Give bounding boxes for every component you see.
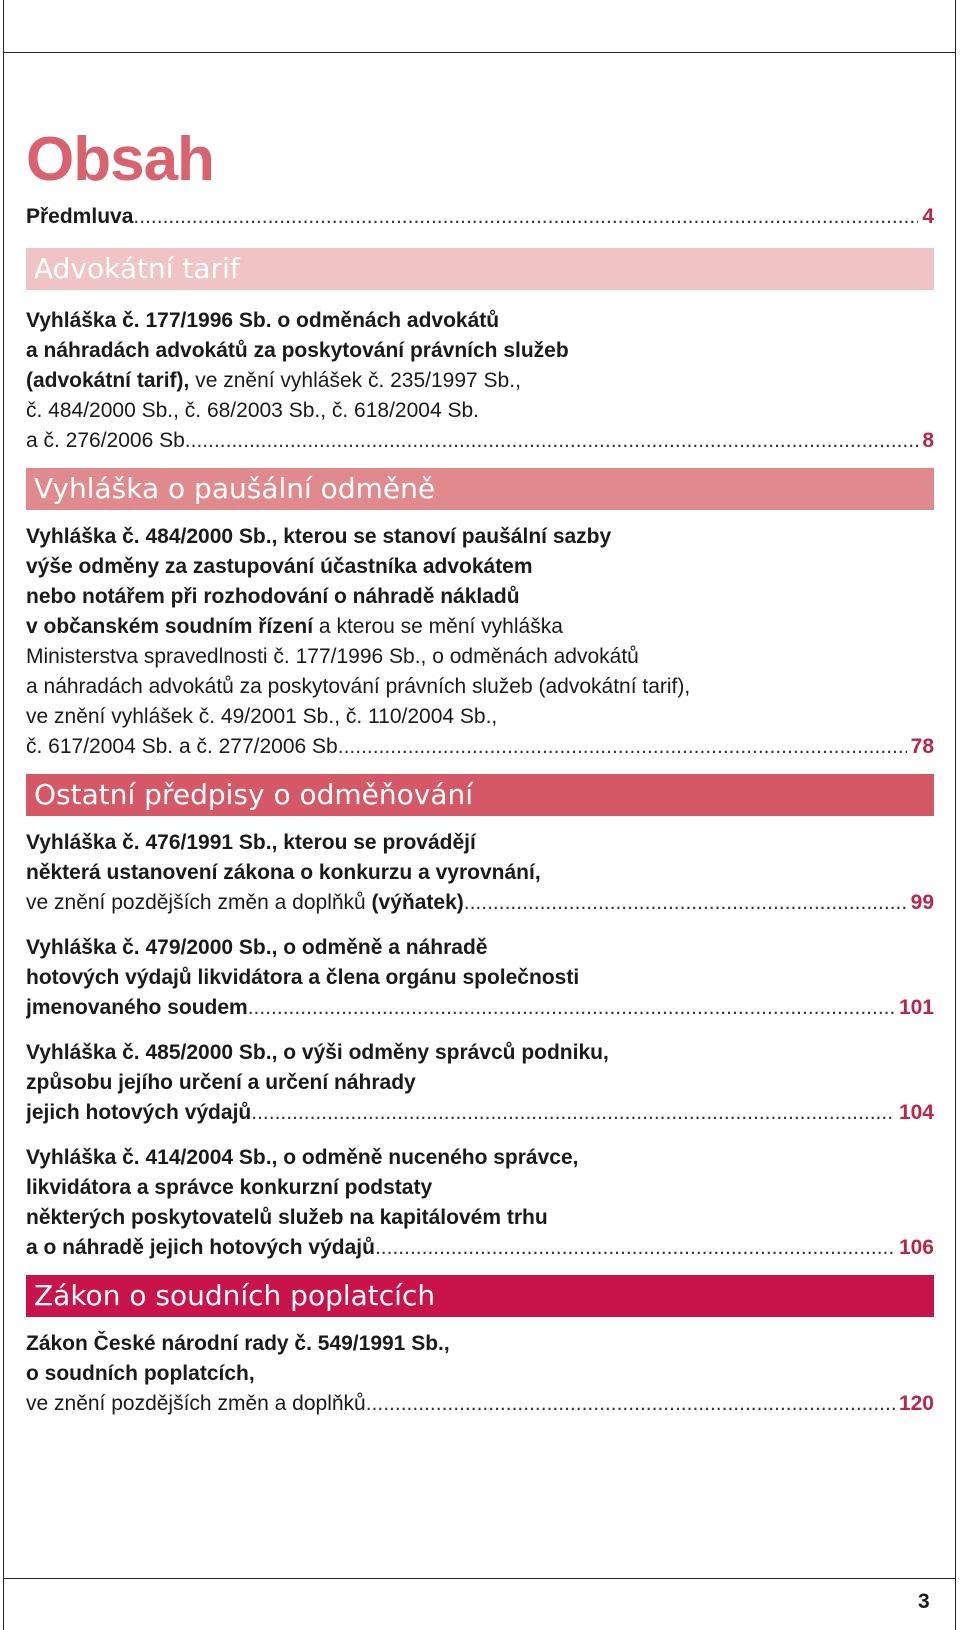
toc-entry-text: ve znění pozdějších změn a doplňků bbox=[26, 1392, 366, 1415]
toc-entry-text: Vyhláška č. 485/2000 Sb. bbox=[26, 1041, 272, 1064]
toc-entry-line bbox=[26, 396, 934, 426]
toc-entry-text: , o výši odměny správců podniku, bbox=[271, 1041, 609, 1064]
toc-entry-text: likvidátora a správce konkurzní podstaty bbox=[26, 1176, 433, 1199]
toc-entry[interactable] bbox=[26, 828, 934, 918]
page-title: Obsah bbox=[26, 125, 214, 194]
toc-entry[interactable] bbox=[26, 1143, 934, 1263]
toc-entry-text: výše odměny za zastupování účastníka advokátem bbox=[26, 555, 533, 578]
page-frame-left bbox=[3, 0, 4, 1630]
toc-entry-text: Ministerstva spravedlnosti č. 177/1996 Sb., o odměnách advokátů bbox=[26, 645, 639, 668]
dot-leader bbox=[248, 993, 895, 1023]
toc-page-number: 106 bbox=[898, 1236, 934, 1259]
section-heading: Advokátní tarif bbox=[26, 248, 934, 290]
toc-page-number: 4 bbox=[922, 205, 934, 228]
toc-entry-last-line bbox=[26, 732, 934, 762]
toc-page-number: 120 bbox=[898, 1392, 934, 1415]
toc-entry-text: některá ustanovení zákona o konkurzu a vyrovnání, bbox=[26, 861, 541, 884]
toc-entry-line bbox=[26, 582, 934, 612]
toc-page-number: 78 bbox=[910, 735, 934, 758]
dot-leader bbox=[251, 1098, 895, 1128]
toc-entry-text: o soudních poplatcích, bbox=[26, 1362, 255, 1385]
toc-entry-line bbox=[26, 933, 934, 963]
toc-entry-line bbox=[26, 1143, 934, 1173]
toc-entry-text: jmenovaného soudem bbox=[26, 996, 248, 1019]
toc-entry-text: a náhradách advokátů za poskytování právních služeb (advokátní tarif), bbox=[26, 675, 691, 698]
toc-entry-text: a č. 276/2006 Sb bbox=[26, 429, 185, 452]
toc-entry-text: ve znění vyhlášek č. 235/1997 Sb., bbox=[189, 369, 521, 392]
dot-leader bbox=[133, 202, 918, 232]
toc-entry-text: a kterou se mění vyhláška bbox=[313, 615, 563, 638]
toc-entry-label bbox=[26, 1389, 366, 1419]
toc-entry-line bbox=[26, 612, 934, 642]
toc-entry-last-line bbox=[26, 993, 934, 1023]
toc-entry-text: a o náhradě jejich hotových výdajů bbox=[26, 1236, 375, 1259]
toc-entry-label bbox=[26, 1098, 251, 1128]
toc-entry-text: Vyhláška č. 476/1991 Sb. bbox=[26, 831, 272, 854]
toc-entry-label bbox=[26, 888, 464, 918]
toc-entry-label bbox=[26, 1233, 375, 1263]
toc-entry-line bbox=[26, 1038, 934, 1068]
toc-entry-line bbox=[26, 702, 934, 732]
toc-page-number: 8 bbox=[922, 429, 934, 452]
toc-entry-line bbox=[26, 1203, 934, 1233]
toc-entry-line bbox=[26, 522, 934, 552]
dot-leader bbox=[375, 1233, 895, 1263]
section-heading: Ostatní předpisy o odměňování bbox=[26, 774, 934, 816]
toc-entry-label bbox=[26, 732, 338, 762]
toc-entry[interactable] bbox=[26, 1038, 934, 1128]
toc-entry-line bbox=[26, 336, 934, 366]
toc-entry-last-line bbox=[26, 1389, 934, 1419]
toc-entry-text: Vyhláška č. 479/2000 Sb. bbox=[26, 936, 272, 959]
toc-entry-text: č. 484/2000 Sb., č. 68/2003 Sb., č. 618/2004 Sb. bbox=[26, 399, 479, 422]
toc-content bbox=[26, 120, 934, 1419]
toc-entry-text: , o odměně a náhradě bbox=[271, 936, 488, 959]
toc-entry[interactable] bbox=[26, 306, 934, 456]
toc-entry-text: ve znění pozdějších změn a doplňků bbox=[26, 891, 372, 914]
toc-entry-last-line bbox=[26, 1098, 934, 1128]
page-frame-right bbox=[955, 0, 956, 1630]
page-frame-top bbox=[3, 52, 956, 53]
toc-page-number: 104 bbox=[898, 1101, 934, 1124]
toc-page-number: 101 bbox=[898, 996, 934, 1019]
toc-entry-text: jejich hotových výdajů bbox=[26, 1101, 252, 1124]
section-heading: Zákon o soudních poplatcích bbox=[26, 1275, 934, 1317]
toc-entry-line bbox=[26, 552, 934, 582]
toc-entry-label: Předmluva bbox=[26, 205, 134, 228]
toc-sections bbox=[26, 248, 934, 1419]
dot-leader bbox=[185, 426, 919, 456]
page-frame-bottom bbox=[3, 1578, 956, 1579]
toc-entry-text: některých poskytovatelů služeb na kapitálovém trhu bbox=[26, 1206, 548, 1229]
toc-entry-label bbox=[26, 993, 248, 1023]
toc-entry-line bbox=[26, 963, 934, 993]
toc-entry-line bbox=[26, 672, 934, 702]
toc-entry-text: č. 617/2004 Sb. a č. 277/2006 Sb bbox=[26, 735, 338, 758]
toc-entry[interactable] bbox=[26, 933, 934, 1023]
toc-entry-line bbox=[26, 366, 934, 396]
toc-entry-text: (výňatek) bbox=[371, 891, 464, 914]
toc-entry-text: Vyhláška č. 484/2000 Sb. bbox=[26, 525, 272, 548]
toc-entry-preface[interactable] bbox=[26, 202, 934, 232]
toc-entry-text: (advokátní tarif), bbox=[26, 369, 190, 392]
toc-entry-last-line bbox=[26, 426, 934, 456]
toc-entry-line bbox=[26, 1359, 934, 1389]
toc-entry-text: , kterou se provádějí bbox=[271, 831, 476, 854]
toc-entry-last-line bbox=[26, 888, 934, 918]
toc-entry[interactable] bbox=[26, 522, 934, 762]
toc-entry-line bbox=[26, 642, 934, 672]
toc-entry[interactable] bbox=[26, 1329, 934, 1419]
toc-entry-line bbox=[26, 306, 934, 336]
toc-entry-text: Zákon České národní rady č. 549/1991 Sb., bbox=[26, 1332, 450, 1355]
dot-leader bbox=[366, 1389, 895, 1419]
toc-entry-line bbox=[26, 858, 934, 888]
toc-page-number: 99 bbox=[910, 891, 934, 914]
toc-entry-text: , o odměně nuceného správce, bbox=[271, 1146, 579, 1169]
toc-entry-line bbox=[26, 1329, 934, 1359]
toc-entry-line bbox=[26, 1173, 934, 1203]
page-number: 3 bbox=[918, 1590, 930, 1613]
toc-entry-text: způsobu jejího určení a určení náhrady bbox=[26, 1071, 416, 1094]
dot-leader bbox=[338, 732, 907, 762]
toc-entry-last-line bbox=[26, 1233, 934, 1263]
toc-entry-text: , kterou se stanoví paušální sazby bbox=[271, 525, 612, 548]
toc-entry-line bbox=[26, 1068, 934, 1098]
toc-entry-text: hotových výdajů likvidátora a člena orgánu společnosti bbox=[26, 966, 580, 989]
toc-entry-text: ve znění vyhlášek č. 49/2001 Sb., č. 110/2004 Sb., bbox=[26, 705, 498, 728]
toc-entry-text: v občanském soudním řízení bbox=[26, 615, 314, 638]
toc-entry-text: a náhradách advokátů za poskytování právních služeb bbox=[26, 339, 569, 362]
toc-entry-label bbox=[26, 426, 185, 456]
toc-entry-text: Vyhláška č. 177/1996 Sb. o odměnách advokátů bbox=[26, 309, 500, 332]
toc-entry-text: nebo notářem při rozhodování o náhradě nákladů bbox=[26, 585, 520, 608]
dot-leader bbox=[464, 888, 907, 918]
section-heading: Vyhláška o paušální odměně bbox=[26, 468, 934, 510]
toc-entry-line bbox=[26, 828, 934, 858]
toc-entry-text: Vyhláška č. 414/2004 Sb. bbox=[26, 1146, 272, 1169]
